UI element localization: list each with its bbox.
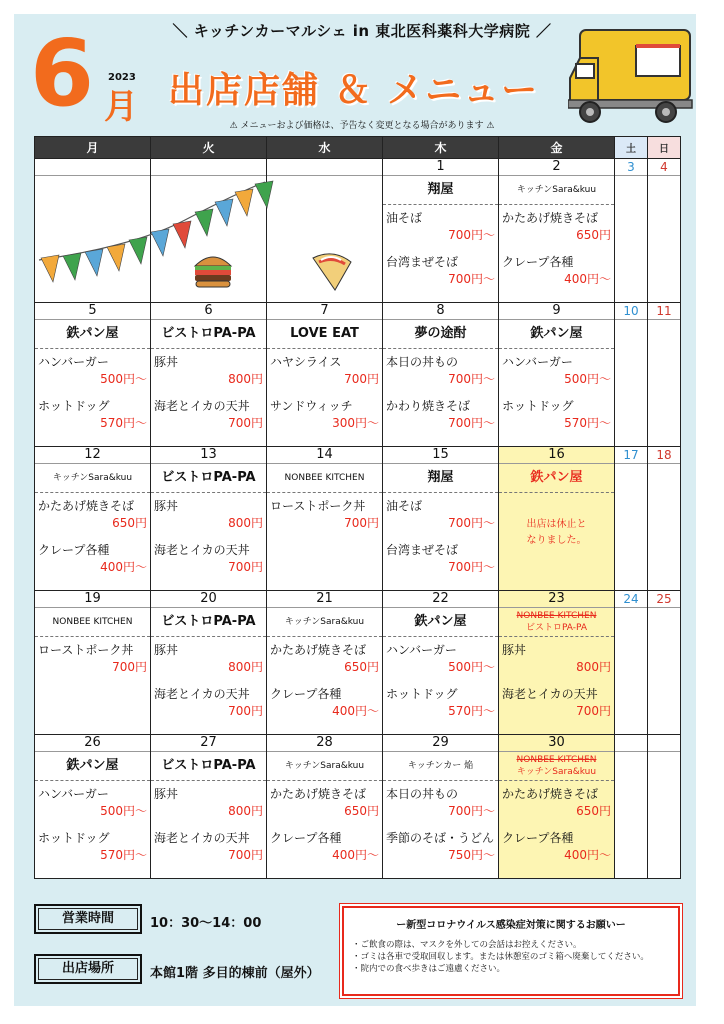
- day-number: [648, 735, 680, 752]
- menu-item-price: 300円～: [332, 416, 379, 430]
- menu-item-price: 570円～: [100, 416, 147, 430]
- replacement-shop-name: キッチンSara&kuu: [516, 767, 597, 777]
- menu-item-name: 豚丼: [154, 787, 179, 801]
- menu-item-name: 油そば: [386, 499, 423, 513]
- day-number: 10: [615, 303, 647, 320]
- day-number: 4: [648, 159, 680, 176]
- menu-item: [499, 205, 614, 249]
- menu-item-name: ハヤシライス: [270, 355, 342, 369]
- day-number: 29: [383, 735, 498, 752]
- menu-item-price: 700円: [344, 372, 379, 386]
- weekday-sun: 日: [648, 137, 681, 159]
- menu-item: [267, 349, 382, 393]
- menu-item: [151, 493, 266, 537]
- menu-item: [383, 537, 498, 581]
- event-banner: ＼ キッチンカーマルシェ in 東北医科薬科大学病院 ／: [172, 22, 552, 40]
- menu-item: [499, 825, 614, 869]
- shop-name: 翔屋: [383, 176, 498, 205]
- menu-item-price: 800円: [228, 804, 263, 818]
- day-cell: [35, 447, 151, 591]
- day-number: 5: [35, 303, 150, 320]
- day-number: [615, 735, 647, 752]
- menu-item-name: かわり焼きそば: [386, 399, 471, 413]
- day-cell: [267, 735, 383, 879]
- day-number: 8: [383, 303, 498, 320]
- day-cell: [383, 303, 499, 447]
- shop-name: LOVE EAT: [267, 320, 382, 349]
- day-cell: [499, 735, 615, 879]
- weekday-thu: 木: [383, 137, 499, 159]
- menu-item: [151, 537, 266, 581]
- day-number: 30: [499, 735, 614, 752]
- menu-item-name: ホットドッグ: [38, 399, 110, 413]
- menu-item-name: 台湾まぜそば: [386, 255, 459, 269]
- day-number: 24: [615, 591, 647, 608]
- menu-item-name: クレープ各種: [502, 831, 574, 845]
- shop-name: 夢の途酎: [383, 320, 498, 349]
- covid-notice-item: ・ご飲食の際は、マスクを外しての会話はお控えください。: [352, 940, 582, 950]
- day-number: 3: [615, 159, 647, 176]
- day-cell: [35, 591, 151, 735]
- place-label: 出店場所: [34, 954, 142, 984]
- menu-item-price: 700円: [344, 516, 379, 530]
- menu-item-name: ローストポーク丼: [38, 643, 134, 657]
- menu-item-price: 650円: [112, 516, 147, 530]
- hours-value: 10：30～14：00: [150, 916, 262, 931]
- weekday-tue: 火: [151, 137, 267, 159]
- cancelled-shop-name: NONBEE KITCHEN: [516, 755, 597, 765]
- menu-item: [499, 637, 614, 681]
- menu-item-price: 650円: [344, 804, 379, 818]
- menu-item: [35, 637, 150, 681]
- day-cell: [499, 159, 615, 303]
- menu-item-price: 500円～: [564, 372, 611, 386]
- menu-item-price: 800円: [228, 372, 263, 386]
- menu-item-price: 700円: [112, 660, 147, 674]
- day-cell: [151, 303, 267, 447]
- day-cell: [267, 303, 383, 447]
- menu-item: [383, 681, 498, 725]
- menu-item-name: 豚丼: [154, 499, 179, 513]
- saturday-cell: [615, 447, 648, 591]
- calendar-week-row: [35, 159, 681, 303]
- shop-name: 翔屋: [383, 464, 498, 493]
- menu-item: [499, 393, 614, 437]
- menu-item: [151, 349, 266, 393]
- menu-item: [383, 249, 498, 293]
- menu-item-price: 400円～: [100, 560, 147, 574]
- calendar-week-row: [35, 591, 681, 735]
- day-number: [35, 159, 150, 176]
- menu-item-price: 700円～: [448, 804, 495, 818]
- saturday-cell: [615, 303, 648, 447]
- calendar-week-row: [35, 447, 681, 591]
- weekday-fri: 金: [499, 137, 615, 159]
- shop-name: ビストロPA-PA: [151, 320, 266, 349]
- shop-name: キッチンSara&kuu: [35, 464, 150, 493]
- menu-item-price: 800円: [228, 516, 263, 530]
- shop-name-changed: [499, 608, 614, 637]
- menu-item: [35, 493, 150, 537]
- menu-item-name: ホットドッグ: [386, 687, 458, 701]
- day-number: 1: [383, 159, 498, 176]
- menu-item-name: 台湾まぜそば: [386, 543, 459, 557]
- menu-item-price: 570円～: [448, 704, 495, 718]
- menu-item: [35, 825, 150, 869]
- menu-item-name: 豚丼: [502, 643, 527, 657]
- day-number: 22: [383, 591, 498, 608]
- shop-name: キッチンSara&kuu: [267, 608, 382, 637]
- day-cell: [383, 447, 499, 591]
- menu-item-price: 400円～: [564, 272, 611, 286]
- day-number: 2: [499, 159, 614, 176]
- menu-item-price: 570円～: [100, 848, 147, 862]
- page-title: 出店店舗 ＆ メニュー: [168, 70, 540, 111]
- closed-notice-line: なりました。: [526, 535, 587, 546]
- day-cell: [35, 303, 151, 447]
- menu-item-name: かたあげ焼きそば: [270, 643, 367, 657]
- menu-item-name: サンドウィッチ: [270, 399, 353, 413]
- shop-name: 鉄パン屋: [383, 608, 498, 637]
- menu-item-name: クレープ各種: [38, 543, 110, 557]
- menu-item: [499, 349, 614, 393]
- replacement-shop-name: ビストロPA-PA: [525, 623, 588, 633]
- closed-notice: [499, 517, 614, 549]
- menu-item-name: ハンバーガー: [38, 787, 109, 801]
- menu-item-price: 400円～: [332, 704, 379, 718]
- menu-item: [151, 781, 266, 825]
- saturday-cell: [615, 735, 648, 879]
- menu-item-name: 海老とイカの天丼: [502, 687, 598, 701]
- menu-item-price: 700円～: [448, 516, 495, 530]
- day-cell: [499, 447, 615, 591]
- menu-item-price: 750円～: [448, 848, 495, 862]
- covid-notice-box: [342, 906, 680, 996]
- day-cell: [383, 159, 499, 303]
- weekday-mon: 月: [35, 137, 151, 159]
- day-number: 21: [267, 591, 382, 608]
- menu-item: [35, 349, 150, 393]
- menu-item: [383, 205, 498, 249]
- day-cell: [151, 447, 267, 591]
- menu-item: [383, 637, 498, 681]
- menu-item: [267, 493, 382, 537]
- menu-item-price: 700円: [228, 848, 263, 862]
- shop-name: 鉄パン屋: [35, 320, 150, 349]
- sunday-cell: [648, 735, 681, 879]
- menu-item-price: 570円～: [564, 416, 611, 430]
- shop-name: ビストロPA-PA: [151, 752, 266, 781]
- closed-notice-line: 出店は休止と: [526, 519, 587, 530]
- menu-item-name: クレープ各種: [502, 255, 574, 269]
- menu-item-price: 700円: [228, 416, 263, 430]
- menu-item-name: かたあげ焼きそば: [502, 211, 599, 225]
- shop-name: 鉄パン屋: [499, 320, 614, 349]
- calendar-week-row: [35, 303, 681, 447]
- shop-name: NONBEE KITCHEN: [267, 464, 382, 493]
- covid-notice-item: ・院内での食べ歩きはご遠慮ください。: [352, 964, 506, 974]
- decoration-cell: [267, 159, 383, 303]
- menu-item-price: 400円～: [332, 848, 379, 862]
- covid-notice-title: ー新型コロナウイルス感染症対策に関するお願いー: [396, 920, 626, 931]
- menu-item-price: 700円～: [448, 560, 495, 574]
- day-number: 12: [35, 447, 150, 464]
- saturday-cell: [615, 591, 648, 735]
- menu-item-name: クレープ各種: [270, 831, 342, 845]
- menu-item-price: 700円～: [448, 372, 495, 386]
- menu-item: [267, 681, 382, 725]
- sunday-cell: [648, 303, 681, 447]
- menu-item-name: 本日の丼もの: [386, 355, 459, 369]
- saturday-cell: [615, 159, 648, 303]
- menu-item: [35, 781, 150, 825]
- day-number: 7: [267, 303, 382, 320]
- menu-item-price: 500円～: [100, 804, 147, 818]
- menu-item-price: 500円～: [100, 372, 147, 386]
- menu-item-name: 海老とイカの天丼: [154, 687, 250, 701]
- day-cell: [499, 303, 615, 447]
- day-cell: [499, 591, 615, 735]
- menu-item-name: 海老とイカの天丼: [154, 831, 250, 845]
- sunday-cell: [648, 447, 681, 591]
- day-number: 9: [499, 303, 614, 320]
- shop-name: 鉄パン屋: [499, 464, 614, 493]
- menu-item-name: ホットドッグ: [502, 399, 574, 413]
- menu-item: [267, 781, 382, 825]
- menu-item-name: かたあげ焼きそば: [502, 787, 599, 801]
- price-notice: ⚠ メニューおよび価格は、予告なく変更となる場合があります ⚠: [229, 121, 495, 131]
- menu-item-name: ハンバーガー: [502, 355, 573, 369]
- menu-item-name: かたあげ焼きそば: [38, 499, 135, 513]
- menu-item-price: 650円: [576, 804, 611, 818]
- menu-item-name: 豚丼: [154, 355, 179, 369]
- menu-item-price: 500円～: [448, 660, 495, 674]
- shop-name: キッチンSara&kuu: [499, 176, 614, 205]
- weekday-sat: 土: [615, 137, 648, 159]
- decoration-cell: [151, 159, 267, 303]
- menu-item-name: 海老とイカの天丼: [154, 543, 250, 557]
- menu-item-price: 700円: [228, 704, 263, 718]
- day-number: 25: [648, 591, 680, 608]
- place-value: 本館1階 多目的棟前（屋外）: [150, 966, 320, 981]
- day-cell: [151, 591, 267, 735]
- day-cell: [267, 591, 383, 735]
- year-label: 2023: [108, 72, 136, 83]
- shop-name: ビストロPA-PA: [151, 608, 266, 637]
- menu-item-name: クレープ各種: [270, 687, 342, 701]
- day-number: 28: [267, 735, 382, 752]
- day-number: 11: [648, 303, 680, 320]
- shop-name: キッチンカー 焔: [383, 752, 498, 781]
- menu-item-name: ハンバーガー: [38, 355, 109, 369]
- weekday-header-row: [35, 137, 681, 159]
- sunday-cell: [648, 159, 681, 303]
- day-number: [267, 159, 382, 176]
- menu-item-name: 豚丼: [154, 643, 179, 657]
- day-number: 14: [267, 447, 382, 464]
- day-number: 23: [499, 591, 614, 608]
- day-number: 18: [648, 447, 680, 464]
- day-number: 19: [35, 591, 150, 608]
- decoration-cell: [35, 159, 151, 303]
- menu-item: [35, 393, 150, 437]
- menu-item-name: 季節のそば・うどん: [386, 831, 495, 845]
- menu-item: [151, 393, 266, 437]
- shop-name: ビストロPA-PA: [151, 464, 266, 493]
- menu-item: [383, 781, 498, 825]
- menu-item-name: ハンバーガー: [386, 643, 457, 657]
- menu-item: [383, 393, 498, 437]
- menu-item: [499, 681, 614, 725]
- day-number: 16: [499, 447, 614, 464]
- menu-item-price: 800円: [576, 660, 611, 674]
- menu-item-price: 700円～: [448, 228, 495, 242]
- covid-notice-item: ・ゴミは各車で受取回収します。または休憩室のゴミ箱へ廃棄してください。: [352, 952, 649, 962]
- menu-item: [383, 349, 498, 393]
- menu-item-price: 700円～: [448, 416, 495, 430]
- day-cell: [383, 591, 499, 735]
- day-number: 17: [615, 447, 647, 464]
- menu-item: [151, 825, 266, 869]
- menu-item-name: ホットドッグ: [38, 831, 110, 845]
- menu-item: [267, 393, 382, 437]
- menu-item-price: 650円: [576, 228, 611, 242]
- menu-item: [499, 781, 614, 825]
- menu-item-name: 海老とイカの天丼: [154, 399, 250, 413]
- weekday-wed: 水: [267, 137, 383, 159]
- menu-item-price: 800円: [228, 660, 263, 674]
- sunday-cell: [648, 591, 681, 735]
- month-number: 6: [30, 20, 95, 127]
- menu-item-price: 700円～: [448, 272, 495, 286]
- menu-item: [267, 637, 382, 681]
- shop-name: キッチンSara&kuu: [267, 752, 382, 781]
- menu-item: [35, 537, 150, 581]
- menu-item: [151, 681, 266, 725]
- shop-name: 鉄パン屋: [35, 752, 150, 781]
- day-number: 20: [151, 591, 266, 608]
- menu-item-price: 700円: [576, 704, 611, 718]
- menu-item-name: 油そば: [386, 211, 423, 225]
- day-cell: [35, 735, 151, 879]
- hours-label: 営業時間: [34, 904, 142, 934]
- day-cell: [267, 447, 383, 591]
- day-number: 15: [383, 447, 498, 464]
- menu-item: [499, 249, 614, 293]
- cancelled-shop-name: NONBEE KITCHEN: [516, 611, 597, 621]
- food-truck-icon: [568, 24, 696, 128]
- menu-item-price: 400円～: [564, 848, 611, 862]
- day-number: 26: [35, 735, 150, 752]
- menu-item: [383, 493, 498, 537]
- menu-item: [151, 637, 266, 681]
- menu-item: [267, 825, 382, 869]
- menu-item-name: かたあげ焼きそば: [270, 787, 367, 801]
- month-kanji: 月: [104, 87, 138, 127]
- menu-calendar: [34, 136, 681, 879]
- shop-name-changed: [499, 752, 614, 781]
- menu-item-name: 本日の丼もの: [386, 787, 459, 801]
- menu-item-name: ローストポーク丼: [270, 499, 366, 513]
- day-cell: [383, 735, 499, 879]
- menu-item: [383, 825, 498, 869]
- day-number: 13: [151, 447, 266, 464]
- day-number: [151, 159, 266, 176]
- day-number: 27: [151, 735, 266, 752]
- day-cell: [151, 735, 267, 879]
- day-number: 6: [151, 303, 266, 320]
- menu-item-price: 650円: [344, 660, 379, 674]
- calendar-week-row: [35, 735, 681, 879]
- shop-name: NONBEE KITCHEN: [35, 608, 150, 637]
- menu-item-price: 700円: [228, 560, 263, 574]
